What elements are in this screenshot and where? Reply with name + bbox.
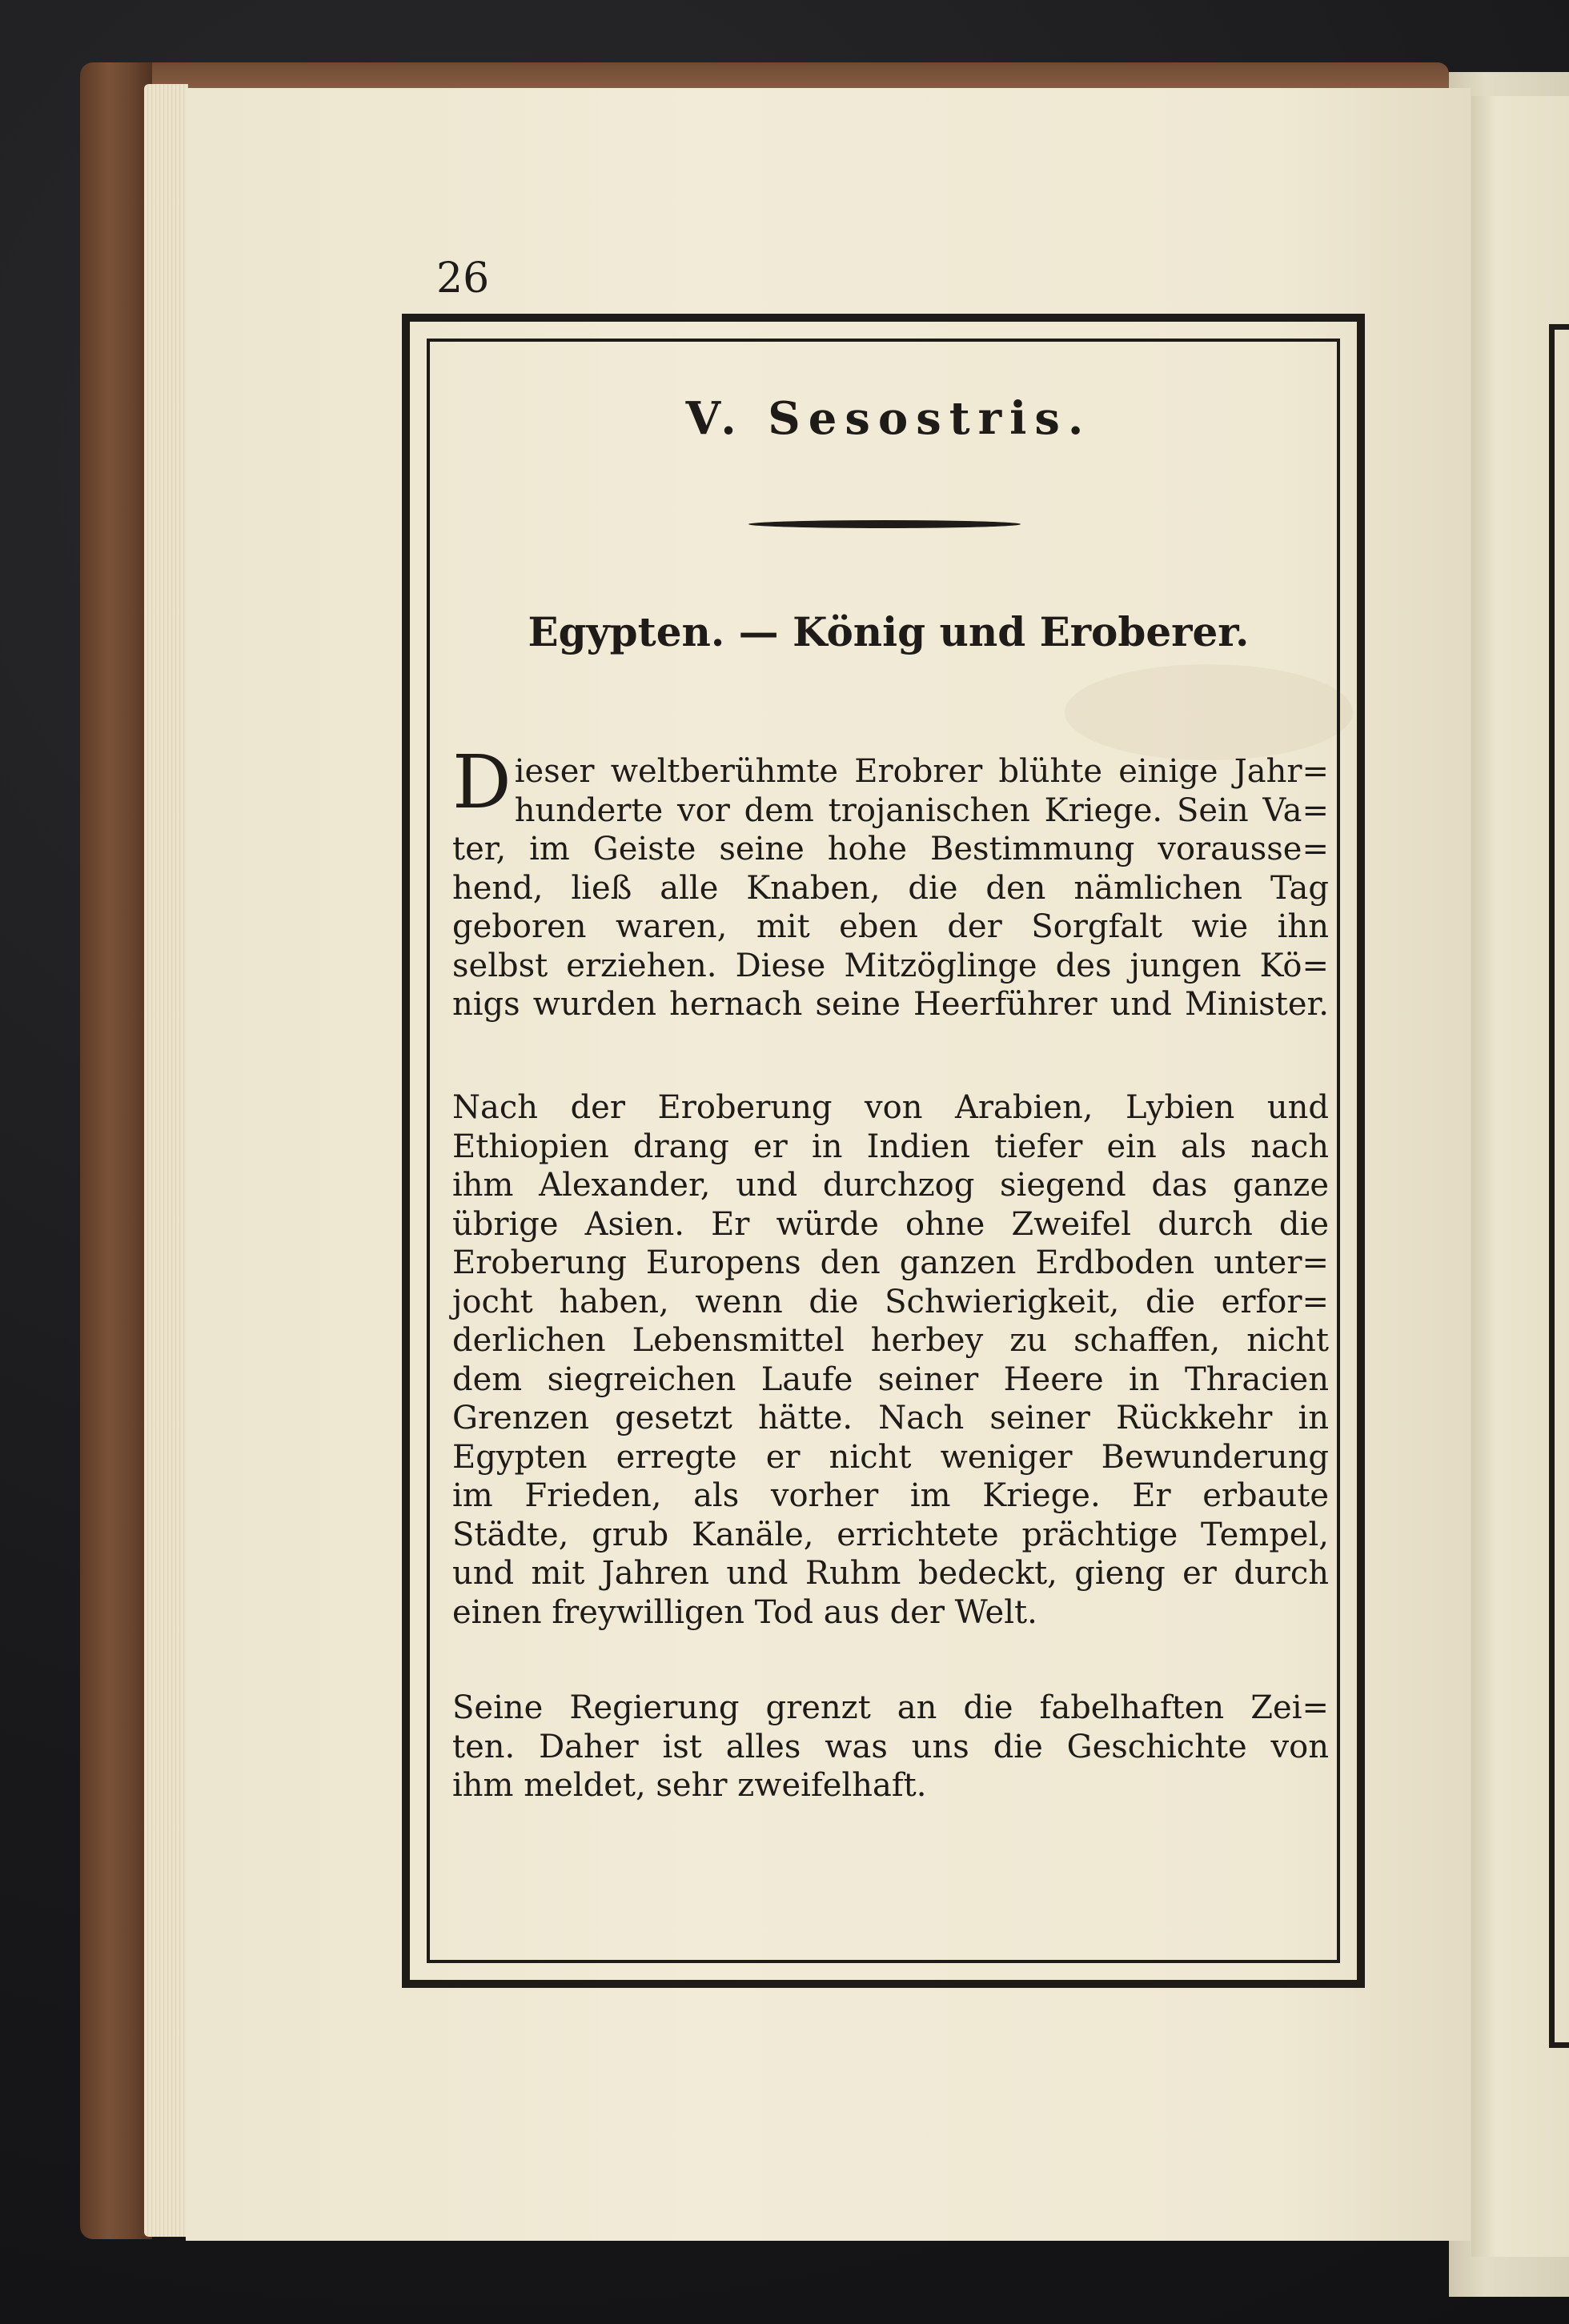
text-line: Nach der Eroberung von Arabien, Lybien und [452, 1089, 1329, 1126]
text-line: ieser weltberühmte Erobrer blühte einige Jahr= [514, 753, 1329, 790]
text-line: Ethiopien drang er in Indien tiefer ein als nach [452, 1128, 1329, 1165]
text-line: Seine Regierung grenzt an die fabelhaften Zei= [452, 1689, 1329, 1726]
text-line: Eroberung Europens den ganzen Erdboden unter= [452, 1244, 1329, 1281]
title-rule [748, 520, 1021, 528]
text-line: ihm Alexander, und durchzog siegend das ganze [452, 1167, 1329, 1204]
text-line: jocht haben, wenn die Schwierigkeit, die erfor= [452, 1283, 1329, 1320]
dropcap: D [452, 739, 512, 825]
text-line: dem siegreichen Laufe seiner Heere in Thracien [452, 1360, 1329, 1398]
text-line: hunderte vor dem trojanischen Kriege. Sein Va= [514, 791, 1329, 829]
text-line: Egypten erregte er nicht weniger Bewunderung [452, 1438, 1329, 1476]
text-line: Grenzen gesetzt hätte. Nach seiner Rückkehr in [452, 1400, 1329, 1436]
text-line: hend, ließ alle Knaben, die den nämlichen Tag [452, 869, 1329, 907]
book-cover-left [80, 62, 152, 2239]
text-line: im Frieden, als vorher im Kriege. Er erbaute [452, 1477, 1329, 1514]
text-line: derlichen Lebensmittel herbey zu schaffen, nicht [452, 1322, 1329, 1359]
facing-page-frame [1549, 324, 1569, 2048]
paragraph-3 [452, 1689, 1329, 1805]
text-line: und mit Jahren und Ruhm bedeckt, gieng er durch [452, 1555, 1329, 1592]
text-line: geboren waren, mit eben der Sorgfalt wie ihn [452, 908, 1329, 945]
paragraph-2 [452, 1088, 1329, 1632]
chapter-title: V. Sesostris. [685, 392, 1092, 445]
page-number: 26 [436, 254, 490, 303]
page-edges [144, 84, 188, 2237]
text-line: übrige Asien. Er würde ohne Zweifel durch die [452, 1205, 1329, 1243]
text-line: ihm meldet, sehr zweifelhaft. [452, 1767, 927, 1804]
text-line: nigs wurden hernach seine Heerführer und Minister. [452, 986, 1329, 1023]
paragraph-1 [452, 739, 1329, 1024]
text-line: einen freywilligen Tod aus der Welt. [452, 1593, 1037, 1631]
text-line: selbst erziehen. Diese Mitzöglinge des jungen Kö= [452, 947, 1329, 984]
text-line: Städte, grub Kanäle, errichtete prächtige Tempel, [452, 1516, 1329, 1553]
chapter-subtitle: Egypten. — König und Eroberer. [528, 608, 1250, 655]
text-line: ter, im Geiste seine hohe Bestimmung vorausse= [452, 831, 1329, 867]
text-line: ten. Daher ist alles was uns die Geschichte von [452, 1728, 1329, 1765]
